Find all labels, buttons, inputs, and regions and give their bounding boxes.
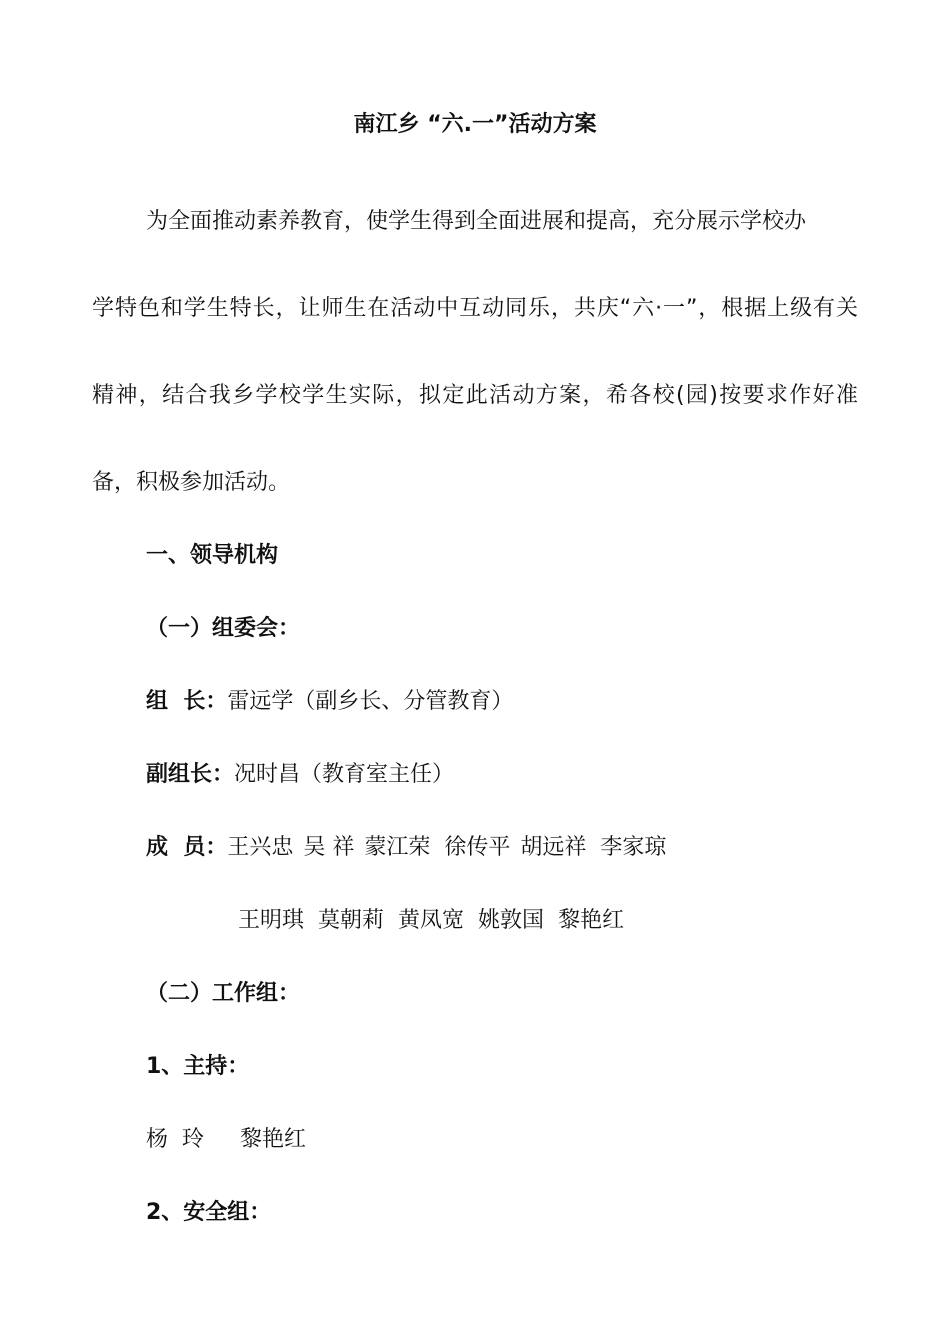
members-row-2 <box>238 906 624 936</box>
host-name: 杨 玲 <box>146 1127 204 1152</box>
member-name: 吴 祥 <box>303 835 355 860</box>
member-name: 胡远祥 <box>520 835 587 860</box>
member-name: 王明琪 <box>238 908 305 933</box>
intro-line-1: 为全面推动素养教育，使学生得到全面进展和提高，充分展示学校办 <box>146 209 807 234</box>
member-name: 王兴忠 <box>227 835 294 860</box>
committee-heading: （一）组委会： <box>146 616 301 641</box>
member-name: 莫朝莉 <box>318 908 385 933</box>
leader-value: 雷远学（副乡长、分管教育） <box>227 689 514 714</box>
leader-row <box>146 687 513 717</box>
safety-heading: 2、安全组： <box>146 1200 272 1225</box>
intro-line-3: 精神，结合我乡学校学生实际，拟定此活动方案，希各校(园)按要求作好准 <box>92 383 858 408</box>
section-heading-leadership: 一、领导机构 <box>146 543 279 568</box>
deputy-value: 况时昌（教育室主任） <box>234 762 455 787</box>
deputy-row <box>146 760 454 790</box>
host-name: 黎艳红 <box>240 1127 307 1152</box>
member-name: 蒙江荣 <box>364 835 431 860</box>
member-name: 黎艳红 <box>558 908 625 933</box>
member-name: 徐传平 <box>444 835 511 860</box>
member-name: 姚敦国 <box>478 908 545 933</box>
member-name: 李家琼 <box>600 835 667 860</box>
host-names-row <box>146 1125 306 1155</box>
leader-label: 组 长： <box>146 689 228 714</box>
workgroup-heading: （二）工作组： <box>146 981 301 1006</box>
member-name: 黄凤宽 <box>398 908 465 933</box>
intro-line-2: 学特色和学生特长，让师生在活动中互动同乐，共庆“六·一”，根据上级有关 <box>92 296 858 321</box>
members-row-1 <box>146 833 666 863</box>
page-title: 南江乡 “六.一”活动方案 <box>353 112 597 137</box>
host-heading: 1、主持： <box>146 1054 250 1079</box>
deputy-label: 副组长： <box>146 762 235 787</box>
members-label: 成 员： <box>146 835 228 860</box>
intro-line-4: 备，积极参加活动。 <box>92 470 291 495</box>
